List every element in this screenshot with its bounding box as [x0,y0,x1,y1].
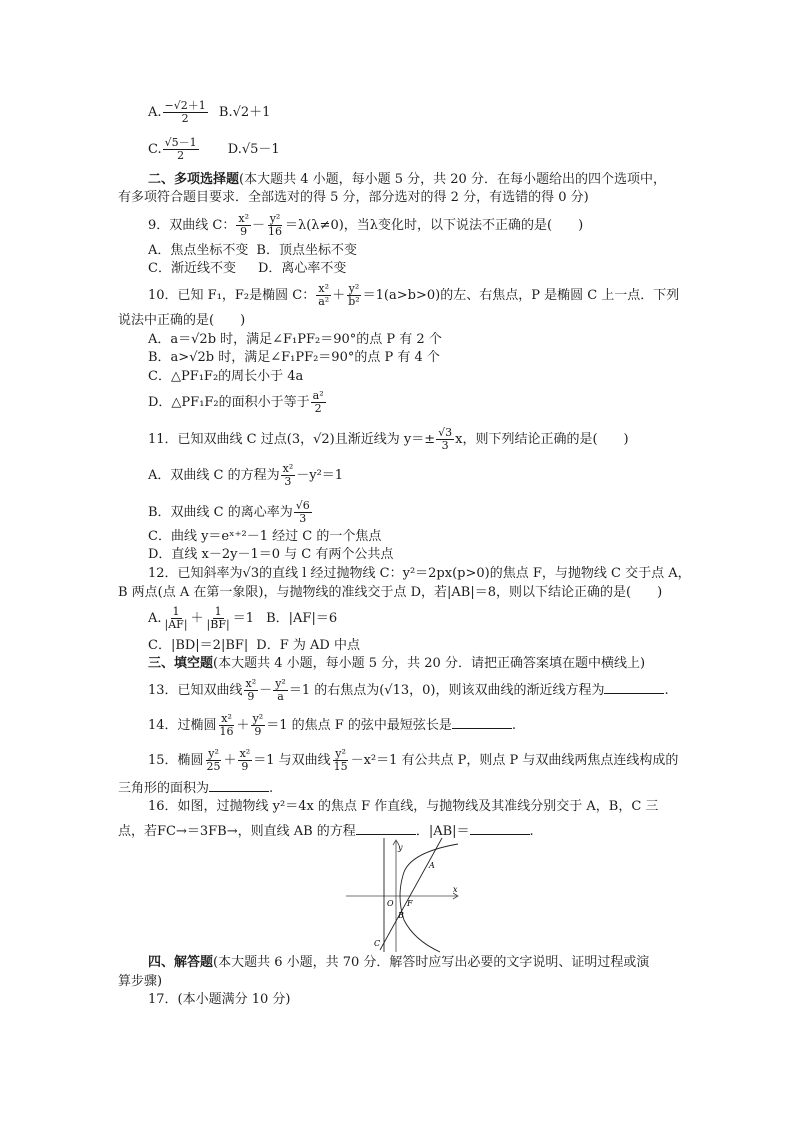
section2-heading [148,172,666,188]
q15-line2-text: 三角形的面积为 [118,781,210,796]
origin-label: O [387,899,394,908]
point-b-label: B [398,911,404,920]
q12-option-b: B．|AF|＝6 [266,611,338,626]
point-c-label: C [374,939,381,948]
q11-option-c: C．曲线 y＝eˣ⁺²－1 经过 C 的一个焦点 [148,529,382,544]
q11-fraction [436,427,454,452]
q11-prefix: 11．已知双曲线 C 过点(3，√2)且渐近线为 y＝± [148,432,436,447]
q9-minus: － [251,218,265,233]
fraction-numerator: √5－1 [164,136,197,149]
q10-prefix: 10．已知 F₁，F₂是椭圆 C： [148,288,316,303]
q7-option-c-label: C. [148,142,162,157]
q14-prefix: 14．过椭圆 [148,718,217,733]
q12-options-row2 [148,638,360,654]
q15-stem [148,748,678,773]
q11-stem [148,427,629,452]
q16-answer-blank-2[interactable] [470,822,530,835]
q9-fraction-2 [266,213,284,238]
q15-fraction-1 [205,748,223,773]
fraction-numerator: x² [238,212,249,225]
q10-option-c: C．△PF₁F₂的周长小于 4a [148,369,304,384]
q12-option-a-fraction-2 [205,606,232,631]
q15-middle: ＝1 与双曲线 [253,753,331,768]
q13-suffix: ＝1 的右焦点为(√13，0)，则该双曲线的渐近线方程为 [288,683,605,698]
fraction-denominator: 9 [247,690,255,703]
q10-suffix: ＝1(a>b>0)的左、右焦点，P 是椭圆 C 上一点．下列 [362,288,680,303]
q9-suffix: ＝λ(λ≠0)，当λ变化时，以下说法不正确的是( ) [285,218,584,233]
fraction-denominator: 3 [441,439,449,452]
y-axis-label: y [398,843,403,852]
fraction-numerator: √3 [438,426,453,439]
chord-line [380,838,442,950]
q7-option-a-fraction [163,100,208,125]
q9-fraction-1 [236,213,251,238]
fraction-numerator: √6 [295,499,310,512]
fraction-numerator: y² [269,212,281,225]
fraction-numerator: a² [312,389,324,402]
q12-options-row1 [148,606,337,631]
section2-desc-line1: (本大题共 4 小题，每小题 5 分，共 20 分．在每小题给出的四个选项中， [239,172,666,187]
section3-heading [148,656,645,672]
fraction-denominator: |BF| [206,618,230,631]
section3-desc: (本大题共 4 小题，每小题 5 分，共 20 分．请把正确答案填在题中横线上) [213,656,646,671]
fraction-denominator: 2 [314,402,322,415]
q16-line2-middle: ．|AB|＝ [415,824,470,839]
fraction-denominator: 9 [241,760,249,773]
q11-option-b-text: B．双曲线 C 的离心率为 [148,505,293,520]
q11-option-b [148,500,313,525]
q13-fraction-1 [244,678,259,703]
fraction-numerator: y² [348,282,360,295]
section2-title: 二、多项选择题 [148,172,240,187]
q9-option-c: C．渐近线不变 [148,261,236,276]
section3-title: 三、填空题 [148,656,214,671]
section4-title: 四、解答题 [148,955,214,970]
q10-fraction-2 [346,283,361,308]
q10-option-b: B．a>√2b 时，满足∠F₁PF₂＝90°的点 P 有 4 个 [148,350,440,365]
q14-fraction-1 [218,713,236,738]
fraction-denominator: 16 [219,725,234,738]
fraction-denominator: a [277,690,284,703]
q10-plus: ＋ [332,288,346,303]
fraction-numerator: y² [208,747,219,760]
q14-period: . [511,718,517,733]
q14-answer-blank[interactable] [452,716,512,729]
section2-desc-line2: 有多项符合题目要求．全部选对的得 5 分，部分选对的得 2 分，有选错的得 0 分) [118,190,589,205]
fraction-denominator: 2 [177,149,185,162]
fraction-numerator: y² [275,677,286,690]
q13-answer-blank[interactable] [604,681,664,694]
q13-prefix: 13．已知双曲线 [148,683,243,698]
q13-minus: － [259,683,273,698]
fraction-numerator: 1 [172,605,180,618]
q15-plus: ＋ [223,753,237,768]
q10-option-d-text: D．△PF₁F₂的面积小于等于 [148,395,310,410]
q10-stem [148,283,679,308]
q12-option-a-plus: ＋ [190,611,204,626]
q14-fraction-2 [251,713,266,738]
q12-stem-line2: B 两点(点 A 在第一象限)，与抛物线的准线交于点 D，若|AB|＝8，则以下结论正确的是( ) [118,585,663,600]
fraction-denominator: 25 [206,760,221,773]
q15-fraction-2 [238,748,253,773]
q11-option-a-suffix: －y²＝1 [296,468,344,483]
q11-option-b-fraction [294,500,312,525]
fraction-numerator: x² [282,462,294,475]
fraction-numerator: −√2＋1 [164,99,206,112]
q13-stem [148,678,669,703]
fraction-denominator: 9 [240,225,248,238]
q14-plus: ＋ [236,718,250,733]
q9-options-row2 [148,261,346,277]
q15-fraction-3 [332,748,350,773]
q16-stem-line2 [118,822,534,840]
q16-period: . [529,824,534,839]
q9-prefix: 9．双曲线 C： [148,218,236,233]
q12-option-a-suffix: ＝1 [232,611,254,626]
q15-period: . [269,781,274,796]
q7-option-b: B.√2＋1 [218,105,271,120]
q16-answer-blank-1[interactable] [356,822,416,835]
q11-option-a-text: A．双曲线 C 的方程为 [148,468,280,483]
q7-option-d: D.√5－1 [227,142,280,157]
fraction-denominator: b² [348,295,360,308]
q10-fraction-1 [316,283,331,308]
fraction-numerator: x² [245,677,257,690]
q15-stem-line2 [118,779,273,797]
q9-stem [148,213,583,238]
q15-prefix: 15．椭圆 [148,753,204,768]
section4-desc-line2: 算步骤) [118,974,163,989]
fraction-denominator: a² [318,295,330,308]
q16-stem-line1: 16．如图，过抛物线 y²＝4x 的焦点 F 作直线，与抛物线及其准线分别交于 A，B，C 三 [148,799,659,814]
fraction-denominator: 15 [333,760,348,773]
q12-option-c: C．|BD|＝2|BF| [148,638,249,653]
q15-suffix: －x²＝1 有公共点 P，则点 P 与双曲线两焦点连线构成的 [350,753,679,768]
q12-option-a-label: A. [148,611,162,626]
fraction-numerator: x² [239,747,251,760]
section4-desc-line1: (本大题共 6 小题，共 70 分．解答时应写出必要的文字说明、证明过程或演 [213,955,650,970]
q16-line2-text: 点，若FC→＝3FB→，则直线 AB 的方程 [118,824,356,839]
q12-option-d: D．F 为 AD 中点 [256,638,360,653]
q14-stem [148,713,516,738]
q12-stem-line1: 12．已知斜率为√3的直线 l 经过抛物线 C：y²＝2px(p>0)的焦点 F，与抛物线 C 交于点 A， [148,566,691,581]
q9-option-a: A．焦点坐标不变 [148,243,249,258]
q9-options-row1 [148,243,357,259]
q9-option-d: D．离心率不变 [257,261,347,276]
focus-label: F [407,899,413,908]
q15-answer-blank[interactable] [209,779,269,792]
section4-heading [148,955,649,971]
fraction-denominator: |AF| [164,618,188,631]
q10-option-d-fraction [311,390,326,415]
q14-suffix: ＝1 的焦点 F 的弦中最短弦长是 [266,718,452,733]
fraction-numerator: y² [335,747,346,760]
q10-option-a: A．a＝√2b 时，满足∠F₁PF₂＝90°的点 P 有 2 个 [148,332,442,347]
q17-heading: 17．(本小题满分 10 分) [148,992,291,1007]
q7-option-c-fraction [163,137,199,162]
q13-fraction-2 [273,678,288,703]
x-axis-label: x [453,885,458,894]
q7-option-a-label: A. [148,105,162,120]
fraction-denominator: 16 [268,225,282,238]
fraction-denominator: 2 [181,112,189,125]
point-a-label: A [429,861,435,870]
fraction-numerator: y² [252,712,264,725]
fraction-denominator: 9 [254,725,262,738]
q11-option-d: D．直线 x－2y－1＝0 与 C 有两个公共点 [148,547,394,562]
fraction-denominator: 3 [299,512,307,525]
q13-period: . [664,683,669,698]
q10-stem-line2: 说法中正确的是( ) [118,313,246,328]
q16-parabola-figure [340,836,470,956]
q7-option-c [148,137,280,162]
q12-option-a-fraction-1 [163,606,190,631]
q11-option-a [148,463,343,488]
q7-option-a [148,100,270,125]
q9-option-b: B．顶点坐标不变 [256,243,357,258]
fraction-numerator: 1 [214,605,222,618]
fraction-numerator: x² [318,282,330,295]
q10-option-d [148,390,327,415]
fraction-numerator: x² [221,712,232,725]
q11-suffix: x，则下列结论正确的是( ) [455,432,629,447]
q11-option-a-fraction [281,463,296,488]
fraction-denominator: 3 [284,475,292,488]
